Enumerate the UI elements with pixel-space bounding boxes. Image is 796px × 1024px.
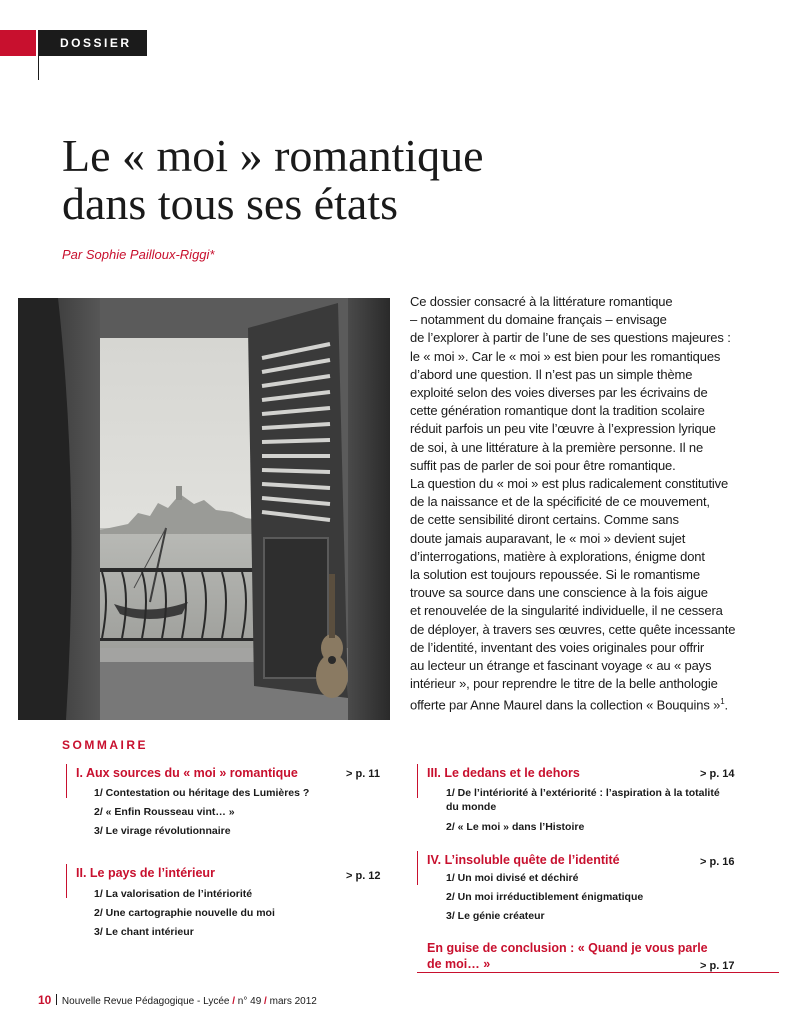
sommaire-item[interactable]: 1/ De l’intériorité à l’extériorité : l’aspiration à la totalité	[446, 787, 720, 799]
intro-end-punct: .	[724, 697, 728, 713]
intro-line: au lecteur un étrange et fascinant voyage « au « pays	[410, 658, 712, 674]
sommaire-item[interactable]: 1/ La valorisation de l’intériorité	[94, 888, 253, 900]
intro-line: trouve sa source dans une conscience à la fois aigue	[410, 585, 708, 601]
footer-separator: /	[264, 996, 267, 1007]
sommaire-item[interactable]: 1/ Un moi divisé et déchiré	[446, 872, 579, 884]
article-title	[62, 132, 622, 228]
intro-line: cette génération romantique dont la tradition scolaire	[410, 403, 705, 419]
intro-paragraph	[410, 293, 784, 715]
issue-date: mars 2012	[269, 996, 317, 1007]
intro-line: le « moi ». Car le « moi » est bien pour les romantiques	[410, 348, 721, 364]
intro-line: réduit parfois un peu vite l’œuvre à l’expression lyrique	[410, 421, 716, 437]
sommaire-section-1-title[interactable]: I. Aux sources du « moi » romantique	[76, 766, 298, 780]
title-line-1: Le « moi » romantique	[62, 130, 484, 181]
intro-line: de cette sensibilité diront certains. Comme sans	[410, 512, 679, 528]
sommaire-item[interactable]: 2/ Une cartographie nouvelle du moi	[94, 907, 275, 919]
sommaire-section-2-title[interactable]: II. Le pays de l’intérieur	[76, 866, 215, 880]
publication-name: Nouvelle Revue Pédagogique - Lycée	[61, 996, 230, 1007]
intro-line: exploité selon des voies diverses par les écrivains de	[410, 385, 708, 401]
sommaire-conclusion-page: > p. 17	[700, 960, 735, 972]
sommaire-section-3-page: > p. 14	[700, 768, 735, 780]
sommaire-item[interactable]: 2/ « Le moi » dans l’Histoire	[446, 821, 585, 833]
section-rule	[66, 764, 67, 798]
intro-line: de l’explorer à partir de l’une de ses questions majeures :	[410, 330, 731, 346]
issue-number: n° 49	[237, 996, 262, 1007]
sommaire-conclusion-line-2[interactable]: de moi… »	[427, 957, 491, 971]
intro-line: de soi, à une littérature à la première personne. Il ne	[410, 439, 704, 455]
intro-line: la solution est toujours repoussée. Si le romantisme	[410, 567, 700, 583]
section-rule	[66, 864, 67, 898]
intro-line-last	[410, 693, 784, 715]
footnote-ref[interactable]: 1	[720, 697, 725, 707]
intro-line: La question du « moi » est plus radicalement constitutive	[410, 476, 729, 492]
intro-line: Ce dossier consacré à la littérature romantique	[410, 294, 673, 309]
byline: Par Sophie Pailloux-Riggi*	[62, 247, 215, 262]
intro-line: de la naissance et de la spécificité de ce mouvement,	[410, 494, 710, 510]
section-tag: DOSSIER	[38, 30, 147, 56]
sommaire-item-continued[interactable]: du monde	[446, 801, 497, 813]
romantic-window-illustration	[18, 298, 390, 720]
intro-last-text: offerte par Anne Maurel dans la collection « Bouquins »	[410, 697, 721, 713]
intro-line: de l’identité, inventant des voies originales pour offrir	[410, 639, 704, 655]
sommaire-item[interactable]: 2/ Un moi irréductiblement énigmatique	[446, 891, 644, 903]
sommaire-section-3-title[interactable]: III. Le dedans et le dehors	[427, 766, 580, 780]
sommaire-item[interactable]: 3/ Le virage révolutionnaire	[94, 825, 231, 837]
footer-separator: /	[232, 996, 236, 1007]
section-rule	[417, 764, 418, 798]
illustration-svg	[18, 298, 390, 720]
sommaire-section-4-page: > p. 16	[700, 856, 735, 868]
footer-divider	[56, 994, 57, 1005]
intro-line: et renouvelée de la singularité individuelle, il ne cessera	[410, 603, 723, 619]
intro-line: d’interrogations, matière à explorations, énigme dont	[410, 548, 705, 564]
sommaire-item[interactable]: 3/ Le génie créateur	[446, 910, 545, 922]
section-rule	[417, 851, 418, 885]
section-tag-accent	[0, 30, 36, 56]
intro-line: suffit pas de parler de soi pour être romantique.	[410, 457, 676, 473]
sommaire-item[interactable]: 2/ « Enfin Rousseau vint… »	[94, 806, 235, 818]
title-line-2: dans tous ses états	[62, 178, 399, 229]
sommaire-conclusion-line-1[interactable]: En guise de conclusion : « Quand je vous parle	[427, 941, 708, 955]
sommaire-item[interactable]: 3/ Le chant intérieur	[94, 926, 194, 938]
sommaire-title: SOMMAIRE	[62, 738, 148, 752]
intro-line: doute jamais auparavant, le « moi » devient sujet	[410, 530, 686, 546]
section-tag-rule	[38, 56, 39, 80]
sommaire-section-2-page: > p. 12	[346, 870, 381, 882]
intro-line: intérieur », pour reprendre le titre de la belle anthologie	[410, 676, 718, 692]
conclusion-rule	[417, 972, 779, 973]
page-number: 10	[38, 993, 52, 1007]
intro-line: d’abord une question. Il n’est pas un simple thème	[410, 366, 693, 382]
intro-line: – notamment du domaine français – envisage	[410, 312, 667, 328]
sommaire-section-1-page: > p. 11	[346, 768, 380, 780]
page-footer	[38, 993, 317, 1007]
sommaire-section-4-title[interactable]: IV. L’insoluble quête de l’identité	[427, 853, 620, 867]
sommaire-item[interactable]: 1/ Contestation ou héritage des Lumières ?	[94, 787, 310, 799]
intro-line: de déployer, à travers ses œuvres, cette quête incessante	[410, 621, 736, 637]
